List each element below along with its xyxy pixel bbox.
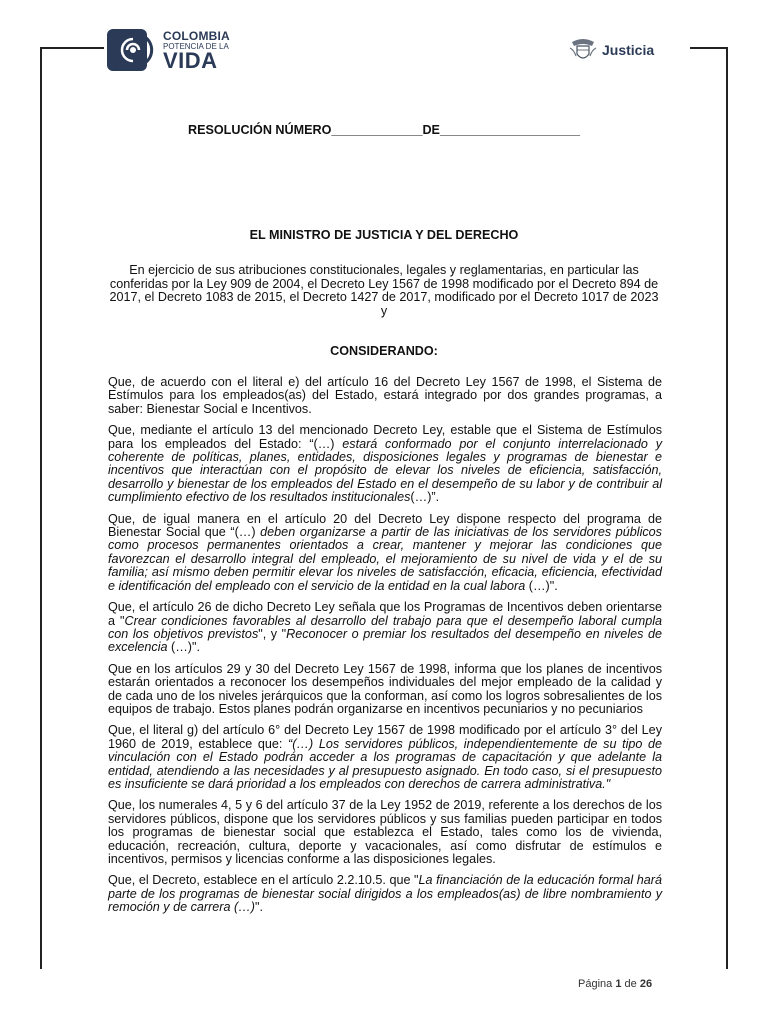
paragraph-2 xyxy=(108,424,662,504)
paragraph-3-segment: Que, de igual manera en el artículo 20 del Decreto Ley dispone respecto del programa de Bienestar Social que “(…) xyxy=(108,511,662,540)
considerations-body xyxy=(108,376,662,923)
colombia-logo xyxy=(107,29,257,73)
preamble: En ejercicio de sus atribuciones constitucionales, legales y reglamentarias, en particular las conferidas por la Ley 909 de 2004, el Decreto Ley 1567 de 1998 modificado por el Decreto 894 de 2017, el Decreto 1083 de 2015, el Decreto 1427 de 2017, modificado por el Decreto 1017 de 2023 y xyxy=(109,263,659,318)
justicia-label: Justicia xyxy=(602,42,655,58)
considerando-heading: CONSIDERANDO: xyxy=(330,344,438,358)
paragraph-6-segment: Que, el literal g) del artículo 6° del Decreto Ley 1567 de 1998 modificado por el artículo 3° del Ley 1960 de 2019, establece que: xyxy=(108,723,662,751)
issuer-title: EL MINISTRO DE JUSTICIA Y DEL DERECHO xyxy=(249,228,519,242)
page-number xyxy=(578,978,652,990)
paragraph-3-segment: (…)". xyxy=(525,578,558,593)
paragraph-4-segment: Crear condiciones favorables al desarrollo del trabajo para que el desempeño laboral cumpla con los objetivos previstos xyxy=(108,613,663,641)
paragraph-2-segment: estará conformado por el conjunto interrelacionado y coherente de políticas, planes, entidades, disposiciones legales y programas de bienestar e incentivos que interactúan con el propósito de elevar los niveles de eficiencia, satisfacción, desarrollo y bienestar de los empleados del Estado en el desempeño de su labor y de contribuir al cumplimiento efectivo de los resultados institucionales xyxy=(108,436,662,505)
paragraph-6 xyxy=(108,724,662,791)
paragraph-1-segment: Que, de acuerdo con el literal e) del artículo 16 del Decreto Ley 1567 de 1998, el Sistema de Estímulos para los empleados(as) del Estado, estará integrado por dos grandes programas, a saber: Bienestar Social e Incentivos. xyxy=(108,375,662,416)
frame-right xyxy=(726,47,728,969)
paragraph-5-segment: Que en los artículos 29 y 30 del Decreto Ley 1567 de 1998, informa que los planes de incentivos estarán orientados a reconocer los desempeños individuales del mejor empleado de la calidad y de cada uno de los niveles jerárquicos que la conforman, así como los logros sobresalientes de los equipos de trabajo. Estos planes podrán organizarse en incentivos pecuniarios y no pecuniarios xyxy=(108,661,662,716)
paragraph-2-segment: (…)”. xyxy=(410,490,440,505)
paragraph-8 xyxy=(108,874,662,914)
paragraph-3 xyxy=(108,513,662,593)
paragraph-4-segment: Reconocer o premiar los resultados del desempeño en niveles de excelencia xyxy=(108,626,662,655)
coat-of-arms-icon xyxy=(568,36,598,64)
current-page: 1 xyxy=(615,978,622,990)
logo-line3: VIDA xyxy=(163,48,218,73)
frame-left xyxy=(40,47,42,969)
paragraph-3-segment: deben organizarse a partir de las iniciativas de los servidores públicos como procesos permanentes orientados a crear, mantener y mejorar las condiciones que favorezcan el desarrollo integral del empleado, el mejoramiento de su nivel de vida y el de su familia; así mismo deben permitir elevar los niveles de satisfacción, eficacia, eficiencia, efectividad e identificación del empleado con el servicio de la entidad en la cual labora xyxy=(108,525,662,593)
paragraph-7 xyxy=(108,799,662,866)
total-pages: 26 xyxy=(639,978,653,990)
paragraph-8-segment: Que, el Decreto, establece en el artículo 2.2.10.5. que " xyxy=(108,873,419,888)
colombia-logo-icon xyxy=(107,29,155,71)
paragraph-7-segment: Que, los numerales 4, 5 y 6 del artículo 37 de la Ley 1952 de 2019, referente a los derechos de los servidores públicos, dispone que los servidores públicos y sus familias pueden participar en todos los programas de bienestar social que establezca el Estado, tales como los de vivienda, educación, recreación, cultura, deporte y vacacionales, así como disfrutar de estímulos e incentivos, permisos y licencias conforme a las disposiciones legales. xyxy=(108,798,662,866)
logo-line1: COLOMBIA xyxy=(163,29,230,43)
paragraph-4 xyxy=(108,601,662,655)
page-prefix: Página xyxy=(578,978,613,990)
page-of: de xyxy=(624,978,637,990)
paragraph-8-segment: ". xyxy=(254,900,263,915)
paragraph-2-segment: Que, mediante el artículo 13 del mencionado Decreto Ley, estable que el Sistema de Estímulos para los empleados del Estado: “(…) xyxy=(108,423,662,451)
paragraph-6-segment: “(…) Los servidores públicos, independientemente de su tipo de vinculación con el Estado podrán acceder a los programas de capacitación y que adelante la entidad, atendiendo a las necesidades y al presupuesto asignado. En todo caso, si el presupuesto es insuficiente se dará prioridad a los empleados con derechos de carrera administrativa." xyxy=(108,736,662,791)
paragraph-8-segment: La financiación de la educación formal hará parte de los programas de bienestar social dirigidos a los empleados(as) de libre nombramiento y remoción y de carrera (…) xyxy=(108,873,662,915)
logo-line2: POTENCIA DE LA xyxy=(163,42,229,51)
paragraph-5 xyxy=(108,663,662,717)
frame-top-left xyxy=(40,47,104,49)
frame-top-right xyxy=(690,47,728,49)
resolution-title: RESOLUCIÓN NÚMERO_____________DE____________________ xyxy=(187,123,581,137)
paragraph-1 xyxy=(108,376,662,416)
paragraph-4-segment: ", y " xyxy=(258,626,287,641)
paragraph-4-segment: Que, el artículo 26 de dicho Decreto Ley señala que los Programas de Incentivos deben orientarse a " xyxy=(108,600,662,628)
paragraph-4-segment: (…)". xyxy=(167,640,200,655)
